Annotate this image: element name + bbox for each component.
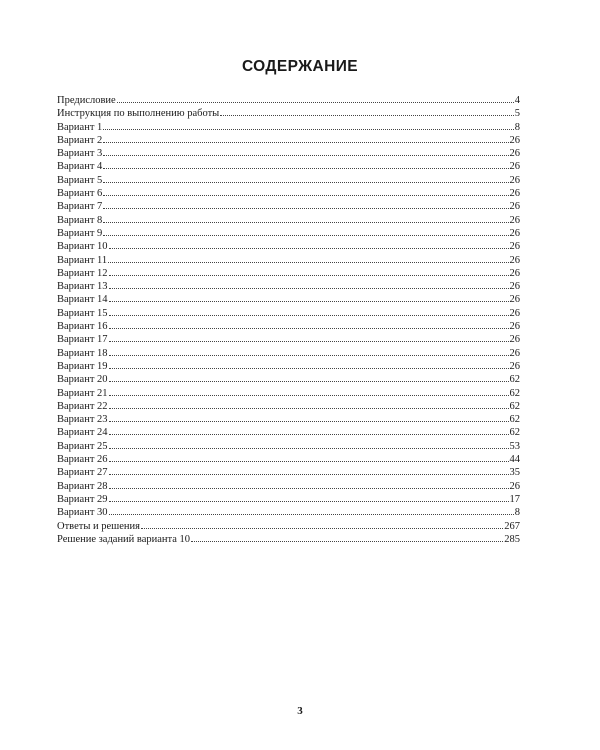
toc-entry[interactable] <box>57 465 520 478</box>
toc-entry-page: 26 <box>509 321 520 333</box>
toc-entry-label: Вариант 14 <box>57 294 108 306</box>
toc-entry[interactable] <box>57 159 520 172</box>
toc-entry-label: Ответы и решения <box>57 520 140 532</box>
toc-entry-label: Вариант 26 <box>57 454 108 466</box>
toc-entry[interactable] <box>57 133 520 146</box>
toc-leader-dots <box>103 173 508 183</box>
toc-leader-dots <box>109 306 509 316</box>
toc-entry[interactable] <box>57 439 520 452</box>
toc-entry-page: 26 <box>509 214 520 226</box>
toc-entry-page: 4 <box>514 95 520 106</box>
toc-entry[interactable] <box>57 519 520 532</box>
toc-entry-label: Вариант 17 <box>57 334 108 346</box>
toc-leader-dots <box>109 346 509 356</box>
toc-leader-dots <box>109 505 514 515</box>
toc-entry-label: Вариант 3 <box>57 148 103 160</box>
toc-entry-label: Вариант 23 <box>57 414 108 426</box>
toc-entry[interactable] <box>57 492 520 505</box>
toc-entry[interactable] <box>57 292 520 305</box>
toc-entry[interactable] <box>57 213 520 226</box>
toc-entry[interactable] <box>57 253 520 266</box>
toc-entry-label: Инструкция по выполнению работы <box>57 108 220 120</box>
toc-entry-page: 62 <box>509 400 520 412</box>
toc-entry-label: Вариант 15 <box>57 307 108 319</box>
toc-entry[interactable] <box>57 399 520 412</box>
toc-entry-label: Вариант 9 <box>57 227 103 239</box>
toc-leader-dots <box>141 519 503 529</box>
toc-leader-dots <box>220 106 514 116</box>
toc-entry-label: Предисловие <box>57 95 116 106</box>
toc-entry-page: 26 <box>509 227 520 239</box>
toc-entry-label: Вариант 2 <box>57 134 103 146</box>
toc-entry[interactable] <box>57 279 520 292</box>
toc-leader-dots <box>117 93 514 103</box>
toc-entry-page: 8 <box>514 121 520 133</box>
toc-entry-page: 26 <box>509 148 520 160</box>
toc-entry-page: 26 <box>509 307 520 319</box>
toc-entry-page: 26 <box>509 334 520 346</box>
toc-leader-dots <box>109 412 509 422</box>
toc-entry-label: Вариант 18 <box>57 347 108 359</box>
toc-entry[interactable] <box>57 93 520 106</box>
toc-entry[interactable] <box>57 346 520 359</box>
toc-leader-dots <box>109 386 509 396</box>
toc-leader-dots <box>109 399 509 409</box>
toc-entry[interactable] <box>57 372 520 385</box>
toc-entry-page: 26 <box>509 480 520 492</box>
toc-leader-dots <box>109 479 509 489</box>
toc-leader-dots <box>109 332 509 342</box>
toc-entry-label: Вариант 13 <box>57 281 108 293</box>
toc-entry[interactable] <box>57 452 520 465</box>
toc-entry-label: Решение заданий варианта 10 <box>57 533 191 545</box>
page-title: СОДЕРЖАНИЕ <box>241 58 359 75</box>
toc-entry-label: Вариант 30 <box>57 507 108 519</box>
toc-entry-label: Вариант 19 <box>57 360 108 372</box>
toc-entry[interactable] <box>57 386 520 399</box>
page-number: 3 <box>297 705 303 717</box>
toc-entry[interactable] <box>57 319 520 332</box>
toc-entry-label: Вариант 21 <box>57 387 108 399</box>
toc-entry[interactable] <box>57 332 520 345</box>
toc-leader-dots <box>103 159 508 169</box>
toc-leader-dots <box>103 213 508 223</box>
toc-entry-label: Вариант 22 <box>57 400 108 412</box>
toc-leader-dots <box>109 465 509 475</box>
table-of-contents <box>57 93 520 545</box>
toc-leader-dots <box>103 120 513 130</box>
toc-leader-dots <box>109 439 509 449</box>
toc-entry-page: 26 <box>509 201 520 213</box>
toc-leader-dots <box>109 372 509 382</box>
toc-entry-label: Вариант 4 <box>57 161 103 173</box>
toc-leader-dots <box>109 279 509 289</box>
toc-entry-page: 26 <box>509 281 520 293</box>
toc-entry-page: 26 <box>509 267 520 279</box>
toc-leader-dots <box>109 359 509 369</box>
toc-entry-label: Вариант 27 <box>57 467 108 479</box>
toc-entry-page: 285 <box>504 533 520 545</box>
toc-entry-label: Вариант 7 <box>57 201 103 213</box>
toc-entry[interactable] <box>57 306 520 319</box>
toc-entry-label: Вариант 24 <box>57 427 108 439</box>
toc-entry-page: 26 <box>509 188 520 200</box>
toc-entry-label: Вариант 12 <box>57 267 108 279</box>
toc-leader-dots <box>103 133 508 143</box>
toc-entry-label: Вариант 5 <box>57 174 103 186</box>
toc-entry-page: 62 <box>509 374 520 386</box>
toc-leader-dots <box>103 186 508 196</box>
toc-leader-dots <box>109 425 509 435</box>
toc-leader-dots <box>103 199 508 209</box>
toc-entry-page: 26 <box>509 161 520 173</box>
toc-entry[interactable] <box>57 146 520 159</box>
toc-leader-dots <box>103 146 508 156</box>
toc-leader-dots <box>191 532 503 542</box>
toc-entry[interactable] <box>57 199 520 212</box>
toc-leader-dots <box>109 239 509 249</box>
toc-entry-page: 26 <box>509 241 520 253</box>
toc-entry-page: 267 <box>504 520 520 532</box>
toc-entry[interactable] <box>57 479 520 492</box>
toc-entry-label: Вариант 16 <box>57 321 108 333</box>
toc-entry[interactable] <box>57 266 520 279</box>
toc-entry-label: Вариант 6 <box>57 188 103 200</box>
toc-entry-page: 26 <box>509 347 520 359</box>
toc-entry-page: 62 <box>509 427 520 439</box>
toc-entry[interactable] <box>57 532 520 545</box>
toc-entry[interactable] <box>57 239 520 252</box>
toc-entry-page: 26 <box>509 294 520 306</box>
toc-entry-page: 26 <box>509 134 520 146</box>
toc-entry-page: 26 <box>509 254 520 266</box>
toc-entry-page: 26 <box>509 360 520 372</box>
toc-entry-page: 5 <box>514 108 520 120</box>
toc-entry-page: 53 <box>509 440 520 452</box>
toc-entry-label: Вариант 28 <box>57 480 108 492</box>
toc-leader-dots <box>109 292 509 302</box>
toc-leader-dots <box>109 452 509 462</box>
toc-entry-page: 26 <box>509 174 520 186</box>
toc-entry-label: Вариант 1 <box>57 121 103 133</box>
toc-entry[interactable] <box>57 226 520 239</box>
toc-entry[interactable] <box>57 106 520 119</box>
toc-entry[interactable] <box>57 186 520 199</box>
toc-entry-label: Вариант 20 <box>57 374 108 386</box>
toc-leader-dots <box>109 319 509 329</box>
toc-leader-dots <box>109 266 509 276</box>
toc-entry[interactable] <box>57 120 520 133</box>
toc-entry-page: 17 <box>509 493 520 505</box>
toc-entry-label: Вариант 10 <box>57 241 108 253</box>
toc-entry[interactable] <box>57 359 520 372</box>
toc-entry[interactable] <box>57 412 520 425</box>
toc-entry[interactable] <box>57 505 520 518</box>
toc-entry[interactable] <box>57 425 520 438</box>
toc-leader-dots <box>108 253 508 263</box>
toc-entry[interactable] <box>57 173 520 186</box>
toc-entry-label: Вариант 11 <box>57 254 108 266</box>
toc-entry-label: Вариант 25 <box>57 440 108 452</box>
toc-entry-label: Вариант 8 <box>57 214 103 226</box>
toc-entry-page: 44 <box>509 454 520 466</box>
toc-entry-page: 35 <box>509 467 520 479</box>
toc-leader-dots <box>109 492 509 502</box>
toc-entry-page: 62 <box>509 414 520 426</box>
toc-entry-label: Вариант 29 <box>57 493 108 505</box>
toc-entry-page: 8 <box>514 507 520 519</box>
toc-leader-dots <box>103 226 508 236</box>
toc-entry-page: 62 <box>509 387 520 399</box>
